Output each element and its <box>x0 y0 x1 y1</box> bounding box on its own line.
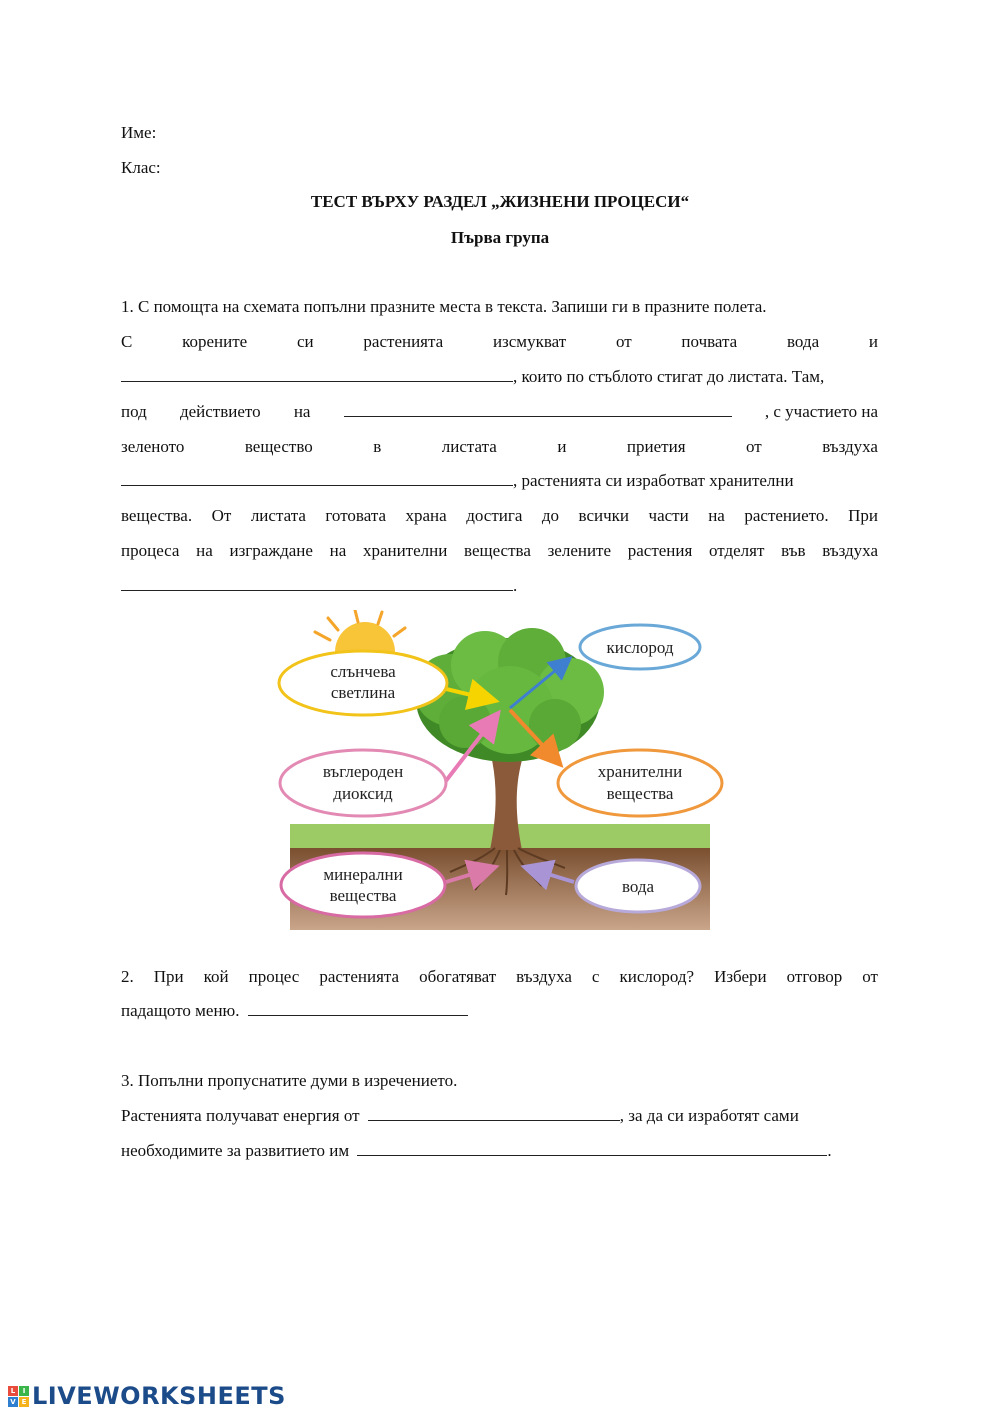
oxygen-label <box>580 625 700 669</box>
sunlight-label-line2: светлина <box>330 683 396 702</box>
q1-line8: процеса на изграждане на хранителни вещества зелените растения отделят във въздуха <box>121 541 878 560</box>
name-label: Име: <box>121 123 157 142</box>
logo-block: V <box>8 1397 18 1407</box>
q1-line6 <box>121 469 878 493</box>
q1-line5 <box>121 435 878 459</box>
q3-text: , за да си изработят сами <box>619 1106 799 1125</box>
logo-block: L <box>8 1386 18 1396</box>
q2-line1: 2. При кой процес растенията обогатяват въздуха с кислород? Избери отговор от <box>121 967 878 986</box>
sunlight-label <box>279 651 447 715</box>
q1-word: корените <box>182 332 248 351</box>
tree-trunk <box>490 760 522 850</box>
q3-text: . <box>827 1141 832 1160</box>
minerals-label-line1: минерални <box>323 865 403 884</box>
water-label <box>576 860 700 912</box>
q1-line2 <box>121 330 878 354</box>
q1-word: приетия <box>626 437 686 456</box>
nutrients-label-line2: вещества <box>606 784 674 803</box>
q1-word: и <box>868 332 878 351</box>
q1-word: в <box>373 437 382 456</box>
q3-line2 <box>121 1104 878 1128</box>
nutrients-label <box>558 750 722 816</box>
q1-answer-field-3[interactable] <box>121 469 513 486</box>
q3-answer-field-2[interactable] <box>357 1139 827 1156</box>
q1-text: , растенията си изработват хранителни <box>513 471 794 490</box>
q2-dropdown-answer[interactable] <box>248 999 468 1016</box>
class-label: Клас: <box>121 158 161 177</box>
co2-label <box>280 750 446 816</box>
q1-answer-field-1[interactable] <box>121 365 513 382</box>
q3-text: Растенията получават енергия от <box>121 1106 360 1125</box>
co2-label-line1: въглероден <box>322 762 404 781</box>
q3-answer-field-1[interactable] <box>368 1104 620 1121</box>
q1-word: под <box>121 402 147 421</box>
page-title: ТЕСТ ВЪРХУ РАЗДЕЛ „ЖИЗНЕНИ ПРОЦЕСИ“ <box>310 192 690 211</box>
q1-prompt: 1. С помощта на схемата попълни празните места в текста. Запиши ги в празните полета. <box>121 297 767 316</box>
q1-word: вода <box>787 332 820 351</box>
q3-line3 <box>121 1139 878 1163</box>
q1-line7: вещества. От листата готовата храна достига до всички части на растението. При <box>121 506 878 525</box>
q1-word: си <box>297 332 314 351</box>
photosynthesis-diagram <box>270 610 730 940</box>
nutrients-label-line1: хранителни <box>597 762 683 781</box>
q1-word: С <box>121 332 133 351</box>
q1-text: . <box>513 576 518 595</box>
q2-line2 <box>121 999 878 1023</box>
q1-word: от <box>746 437 762 456</box>
q1-word: листата <box>441 437 497 456</box>
q1-answer-field-2[interactable] <box>344 400 732 417</box>
q1-answer-field-4[interactable] <box>121 574 513 591</box>
q1-word: почвата <box>681 332 738 351</box>
logo-block: I <box>19 1386 29 1396</box>
logo-block: E <box>19 1397 29 1407</box>
q1-word: зеленото <box>121 437 185 456</box>
liveworksheets-logo <box>8 1380 286 1412</box>
q1-word: изсмукват <box>492 332 567 351</box>
logo-text: LIVEWORKSHEETS <box>32 1382 286 1410</box>
minerals-label-line2: вещества <box>329 886 397 905</box>
q1-word: вещество <box>244 437 313 456</box>
minerals-label <box>281 853 445 917</box>
q3-text: необходимите за развитието им <box>121 1141 350 1160</box>
water-label-text: вода <box>621 877 655 896</box>
q1-word: въздуха <box>822 437 878 456</box>
q1-line9 <box>121 574 878 598</box>
q1-text: , с участието на <box>764 402 878 421</box>
co2-label-line2: диоксид <box>333 784 393 803</box>
oxygen-label-text: кислород <box>606 638 674 657</box>
page-subtitle: Първа група <box>450 228 550 247</box>
q1-line4 <box>121 400 878 424</box>
q1-word: растенията <box>363 332 444 351</box>
q1-text: , които по стъблото стигат до листата. Там, <box>513 367 825 386</box>
sunlight-label-line1: слънчева <box>330 662 396 681</box>
q1-word: на <box>293 402 311 421</box>
q1-word: действието <box>179 402 261 421</box>
q1-word: от <box>615 332 632 351</box>
q1-word: и <box>557 437 567 456</box>
logo-blocks-icon <box>8 1386 29 1407</box>
q2-text: падащото меню. <box>121 1001 240 1020</box>
q1-line3 <box>121 365 878 389</box>
q3-prompt: 3. Попълни пропуснатите думи в изречението. <box>121 1071 458 1090</box>
